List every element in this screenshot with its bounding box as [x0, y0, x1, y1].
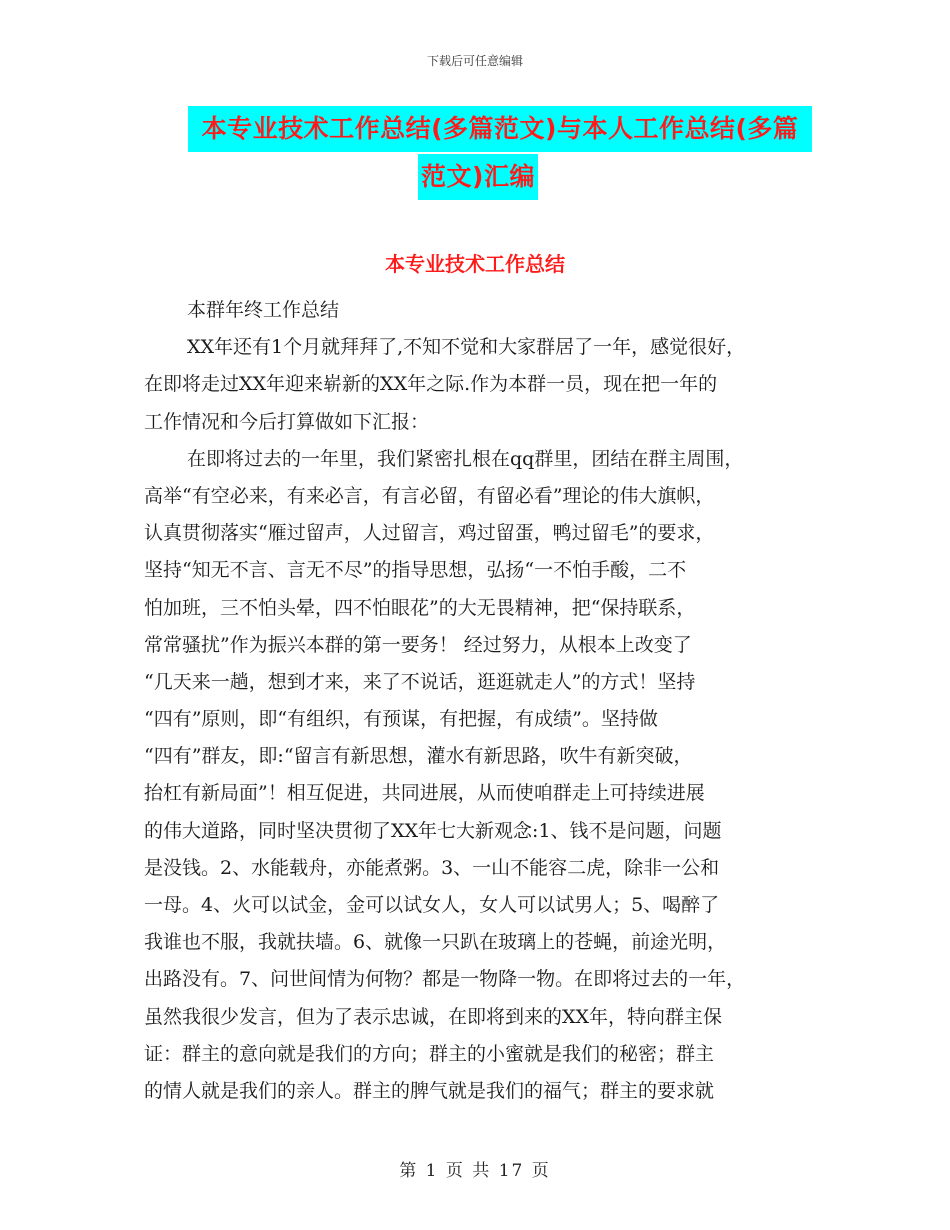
paragraph-line: 抬杠有新局面”！相互促进，共同进展，从而使咱群走上可持续进展: [144, 782, 705, 805]
paragraph-line: 坚持“知无不言、言无不尽”的指导思想，弘扬“一不怕手酸，二不: [144, 559, 687, 582]
paragraph-line: XX年还有1个月就拜拜了,不知不觉和大家群居了一年，感觉很好，: [187, 336, 746, 359]
body-text: [144, 292, 809, 1110]
paragraph-line: 的情人就是我们的亲人。群主的脾气就是我们的福气；群主的要求就: [144, 1079, 715, 1102]
document-title-line-1: 本专业技术工作总结(多篇范文)与本人工作总结(多篇: [188, 106, 812, 152]
paragraph-line: 我谁也不服，我就扶墙。6、就像一只趴在玻璃上的苍蝇，前途光明，: [144, 931, 727, 954]
paragraph-line: 高举“有空必来，有来必言，有言必留，有留必看”理论的伟大旗帜，: [144, 484, 715, 507]
paragraph-line: 怕加班，三不怕头晕，四不怕眼花”的大无畏精神，把“保持联系，: [144, 596, 696, 619]
paragraph-line: 证：群主的意向就是我们的方向；群主的小蜜就是我们的秘密；群主: [144, 1042, 715, 1065]
paragraph-line: 一母。4、火可以试金，金可以试女人，女人可以试男人；5、喝醉了: [144, 894, 720, 916]
paragraph-line: 工作情况和今后打算做如下汇报：: [144, 410, 430, 433]
paragraph-line: “四有”群友，即:“留言有新思想，灌水有新思路，吹牛有新突破，: [144, 745, 693, 768]
paragraph-line: 在即将走过XX年迎来崭新的XX年之际.作为本群一员，现在把一年的: [144, 373, 718, 396]
paragraph-line: 虽然我很少发言，但为了表示忠诚，在即将到来的XX年，特向群主保: [144, 1005, 723, 1028]
document-title-line-2: 范文)汇编: [418, 154, 538, 200]
paragraph-line: 在即将过去的一年里，我们紧密扎根在qq群里，团结在群主周围，: [187, 447, 744, 470]
paragraph-line: 是没钱。2、水能载舟，亦能煮粥。3、一山不能容二虎，除非一公和: [144, 856, 720, 879]
paragraph-line: “四有”原则，即“有组织，有预谋，有把握，有成绩”。坚持做: [144, 708, 658, 731]
paragraph-line: 的伟大道路，同时坚决贯彻了XX年七大新观念:1、钱不是问题，问题: [144, 819, 722, 842]
paragraph-line: 本群年终工作总结: [187, 299, 340, 321]
paragraph-line: “几天来一趟，想到才来，来了不说话，逛逛就走人”的方式！坚持: [144, 670, 696, 693]
paragraph-line: 认真贯彻落实“雁过留声，人过留言，鸡过留蛋，鸭过留毛”的要求，: [144, 522, 715, 545]
section-title: 本专业技术工作总结: [385, 252, 565, 276]
paragraph-line: 常常骚扰”作为振兴本群的第一要务！ 经过努力，从根本上改变了: [144, 633, 692, 656]
page-header-note: 下载后可任意编辑: [426, 54, 523, 68]
page-footer-page-number: 第 1 页 共 17 页: [399, 1161, 551, 1181]
paragraph-line: 出路没有。7、问世间情为何物？都是一物降一物。在即将过去的一年，: [144, 968, 746, 991]
